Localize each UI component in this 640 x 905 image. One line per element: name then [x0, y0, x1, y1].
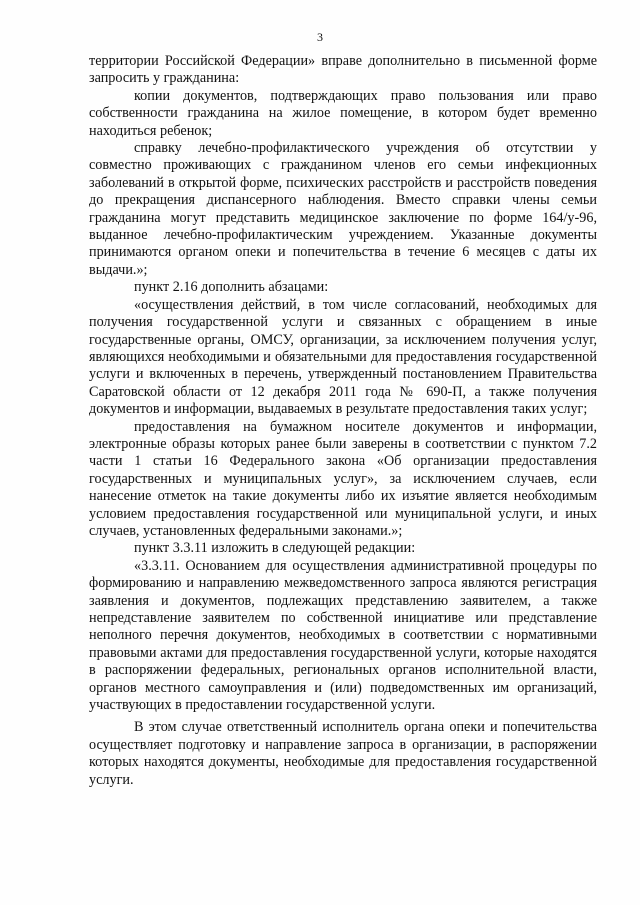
paragraph-responsible-executor: В этом случае ответственный исполнитель органа опеки и попечительства осуществляет подготовку и направление запроса в организации, в распоряжении которых находятся документы, необходимые для предоставления государственной услуги.: [89, 719, 597, 788]
document-body: [89, 53, 597, 789]
paragraph-paper-documents: предоставления на бумажном носителе документов и информации, электронные образы которых ранее были заверены в соответствии с пунктом 7.2 части 1 статьи 16 Федерального закона «Об организации предоставления государственных и муниципальных услуг», за исключением случаев, если нанесение отметок на такие документы либо их изъятие является необходимым условием предоставления государственной или муниципальной услуги, и иных случаев, установленных федеральными законами.»;: [89, 418, 597, 539]
paragraph-item-2-16: пункт 2.16 дополнить абзацами:: [134, 279, 329, 296]
paragraph-continuation: территории Российской Федерации» вправе дополнительно в письменной форме запросить у гражданина:: [89, 53, 597, 87]
paragraph-medical-certificate: справку лечебно-профилактического учреждения об отсутствии у совместно проживающих с гражданином членов его семьи инфекционных заболеваний в открытой форме, психических расстройств и расстройств поведения до прекращения диспансерного наблюдения. Вместо справки члены семьи гражданина могут представить медицинское заключение по форме 164/у-96, выданное лечебно-профилактическим учреждением. Указанные документы принимаются органом опеки и попечительства в течение 6 месяцев с даты их выдачи.»;: [89, 140, 597, 278]
paragraph-actions-approvals: «осуществления действий, в том числе согласований, необходимых для получения государственной услуги и связанных с обращением в иные государственные органы, ОМСУ, организации, за исключением получения услуг, являющихся необходимыми и обязательными для предоставления государственной услуги и включенных в перечень, утвержденный постановлением Правительства Саратовской области от 12 декабря 2011 года № 690-П, а также получения документов и информации, выдаваемых в результате предоставления таких услуг;: [89, 296, 597, 418]
page-number: 3: [317, 30, 323, 44]
paragraph-section-3-3-11: «3.3.11. Основанием для осуществления административной процедуры по формированию и направлению межведомственного запроса являются регистрация заявления и документов, подлежащих представлению заявителем, а также непредставление заявителем по собственной инициативе или представление неполного перечня документов, необходимых в соответствии с нормативными правовыми актами для предоставления государственной услуги, которые находятся в распоряжении федеральных, региональных органов исполнительной власти, органов местного самоуправления и (или) подведомственных им организаций, участвующих в предоставлении государственной услуги.: [89, 557, 597, 714]
paragraph-item-3-3-11: пункт 3.3.11 изложить в следующей редакции:: [134, 540, 416, 557]
paragraph-property-documents: копии документов, подтверждающих право пользования или право собственности гражданина на жилое помещение, в котором будет временно находиться ребенок;: [89, 87, 597, 139]
